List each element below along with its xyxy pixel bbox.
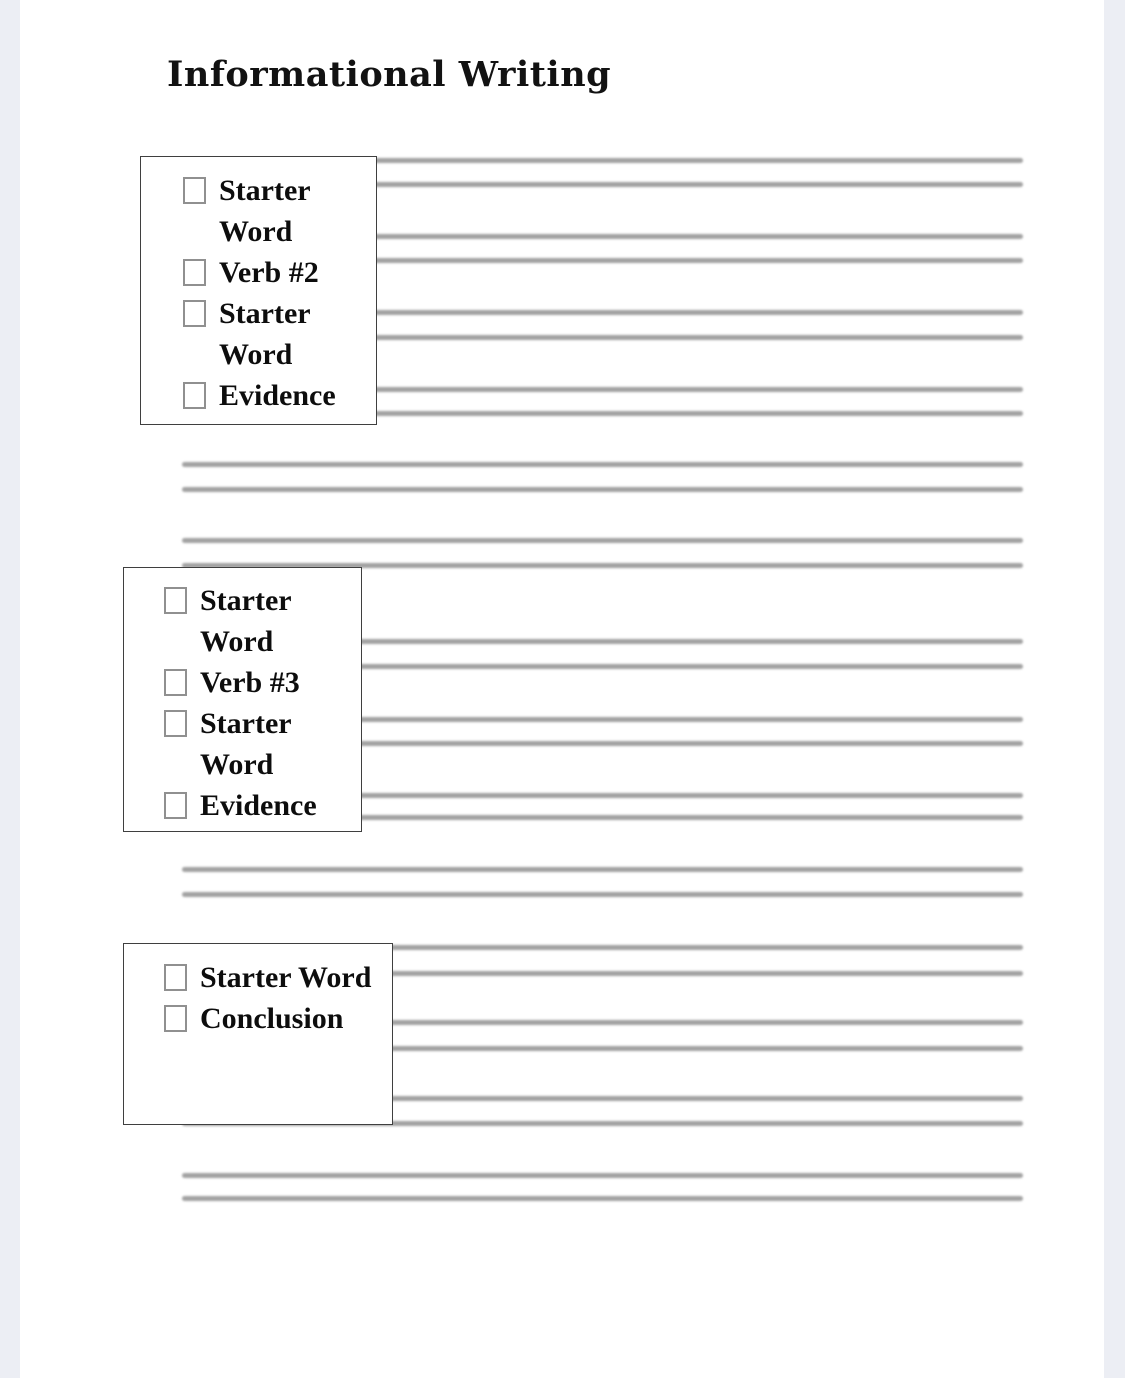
checklist-item-label: Starter Word: [219, 297, 311, 371]
checkbox-icon: [164, 587, 187, 614]
checklist-item: [164, 662, 357, 703]
checklist-item: [183, 252, 372, 293]
checklist-item: [183, 293, 372, 375]
writing-line: [182, 487, 1023, 492]
worksheet-page: [20, 0, 1104, 1378]
checklist-item: [164, 580, 357, 662]
writing-line: [182, 538, 1023, 543]
checkbox-icon: [164, 669, 187, 696]
checklist-item: [164, 957, 388, 998]
checkbox-icon: [164, 1005, 187, 1032]
checklist-item: [183, 375, 372, 416]
checkbox-icon: [164, 710, 187, 737]
checklist-box-paragraph-3: [123, 567, 362, 832]
checkbox-icon: [183, 259, 206, 286]
writing-line: [182, 462, 1023, 467]
checklist-item: [164, 703, 357, 785]
checkbox-icon: [164, 792, 187, 819]
checklist-item-label: Starter Word: [219, 174, 311, 248]
page-title: Informational Writing: [167, 54, 612, 95]
checklist-item: [164, 998, 388, 1039]
checklist-box-conclusion: [123, 943, 393, 1125]
writing-line: [182, 867, 1023, 872]
writing-line: [182, 892, 1023, 897]
checklist-item-label: Starter Word: [200, 961, 372, 994]
checkbox-icon: [183, 177, 206, 204]
checklist-item-label: Verb #2: [219, 256, 319, 289]
checklist-item: [183, 170, 372, 252]
checklist-item-label: Evidence: [219, 379, 336, 412]
checklist-item-label: Starter Word: [200, 584, 292, 658]
checklist-box-paragraph-2: [140, 156, 377, 425]
writing-line: [182, 1173, 1023, 1178]
checklist-item-label: Evidence: [200, 789, 317, 822]
writing-line: [182, 1196, 1023, 1201]
checkbox-icon: [183, 300, 206, 327]
checklist-item-label: Conclusion: [200, 1002, 344, 1035]
checklist-item-label: Verb #3: [200, 666, 300, 699]
checklist-item-label: Starter Word: [200, 707, 292, 781]
checklist-item: [164, 785, 357, 826]
checkbox-icon: [164, 964, 187, 991]
checkbox-icon: [183, 382, 206, 409]
